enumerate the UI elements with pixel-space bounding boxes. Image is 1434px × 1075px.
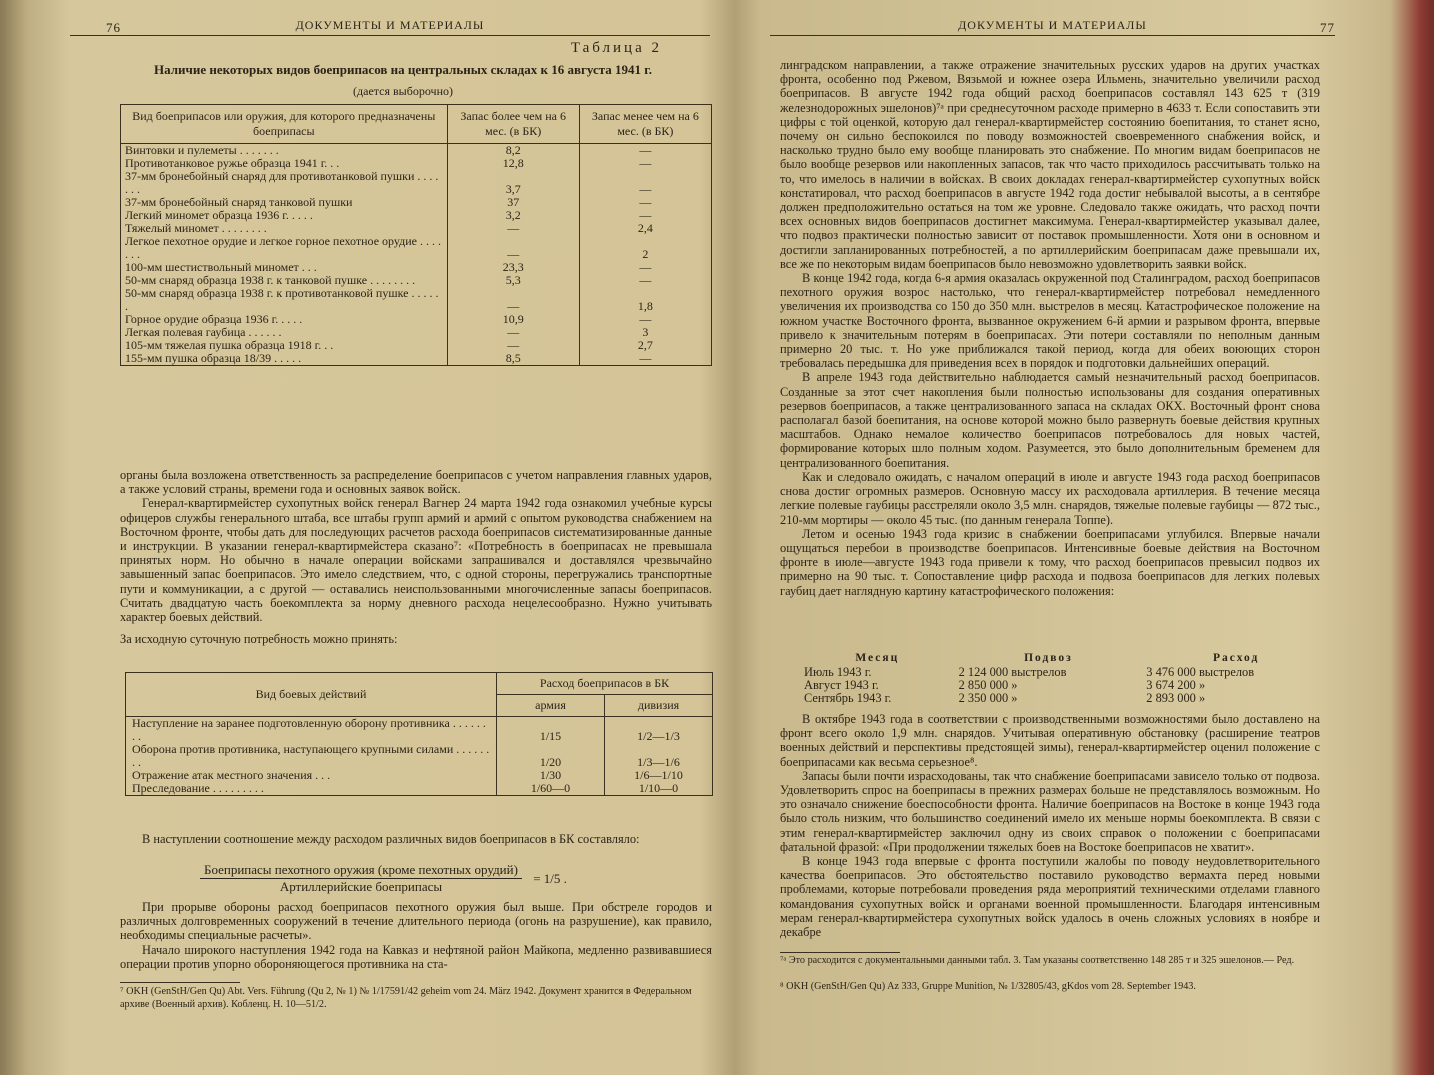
left-text-block [120, 468, 712, 646]
right-paragraph-7: Запасы были почти израсходованы, так что снабжение боеприпасами зависело только от подвоза. Удовлетворить спрос на боеприпасы в прежних размерах больше не представлялось возможным. Но это означало снижение боеспособности фронта. Наличие боеприпасов на Востоке в конце 1943 года было столь низким, что большинство соединений имело их меньше нормы боекомплекта. В связи с этим генерал-квартирмейстер заключил одну из своих справок о положении с боеприпасами фатальной фразой: «При продолжении тяжелых боев на Востоке боеприпасов не хватит». [780, 768, 1320, 854]
left-footnote: ⁷ OKH (GenStH/Gen Qu) Abt. Vers. Führung (Qu 2, № 1) № 1/17591/42 geheim vom 24. März 1942. Документ хранится в Федеральном архиве (Военный архив). Кобленц. Н. 10—51/2. [120, 986, 692, 1010]
ammo-stock-table [120, 104, 712, 366]
ammo-row-name: Горное орудие образца 1936 г. . . . . [121, 313, 448, 326]
right-paragraph-3: В апреле 1943 года действительно наблюдается самый незначительный расход боеприпасов. Созданные за этот счет накопления были полностью использованы для создания оперативных резервов боеприпасов, а также централизованного запаса на складах ОКХ. Восточный фронт снова располагал базой боепитания, на основе которой можно было развернуть боевые действия крупных масштабов. Однако немалое количество боеприпасов потребовалось для новых частей, формирование которых шло полным ходом. Разумеется, это было дополнительным бременем для централизованного боепитания. [780, 370, 1320, 470]
left-paragraph-4-block [120, 832, 712, 846]
ammo-row-name: 100-мм шестиствольный миномет . . . [121, 261, 448, 274]
ammo-row-less: — [579, 196, 711, 209]
ammo-row-more: 10,9 [447, 313, 579, 326]
right-running-title: ДОКУМЕНТЫ И МАТЕРИАЛЫ [958, 18, 1147, 32]
daily-header-army: армия [497, 695, 605, 717]
supply-header-use: Расход [1213, 652, 1260, 664]
left-paragraph-1: органы была возложена ответственность за распределение боеприпасов с учетом направления главных ударов, а также условий страны, времени года и основных заявок войск. [120, 468, 712, 497]
supply-row-use: 2 893 000 » [1146, 691, 1206, 705]
supply-header-month: Месяц [855, 652, 900, 664]
daily-header-action: Вид боевых действий [126, 673, 497, 717]
left-paragraph-2: Генерал-квартирмейстер сухопутных войск генерал Вагнер 24 марта 1942 года ознакомил учебные курсы офицеров службы генерального штаба, все штабы групп армий и армий с опытом руководства снабжением на Восточном фронте, чтобы дать для последующих расчетов расхода боеприпасов систематизированные данные и инструкции. В указании генерал-квартирмейстера сказано⁷: «Потребность в боеприпасах не превышала принятых норм. Но обычно в начале операции войсками запрашивался и доставлялся чрезвычайно завышенный запас боеприпасов. Это имело следствием, что, с одной стороны, перегружались транспортные пути и коммуникации, а с другой — оставались неиспользованными многочисленные запасы боеприпасов. Считать двадцатую часть боекомплекта за норму дневного расхода нецелесообразно. Нужно учитывать характер боевых действий. [120, 496, 712, 625]
right-text-block-1 [780, 58, 1320, 598]
daily-row-army: 1/15 [497, 717, 605, 744]
ammo-row-name: 37-мм бронебойный снаряд танковой пушки [121, 196, 448, 209]
ammo-row [121, 144, 712, 158]
daily-row-army: 1/60—0 [497, 782, 605, 796]
supply-row-supply: 2 850 000 » [958, 678, 1018, 692]
ammo-row-more: — [447, 339, 579, 352]
supply-row-use: 3 476 000 выстрелов [1146, 665, 1255, 679]
right-paragraph-4: Как и следовало ожидать, с началом операций в июле и августе 1943 года расход боеприпасов снова достиг огромных размеров. Основную массу их расходовала артиллерия. В течение месяца легкие полевые гаубицы расстреляли около 3,5 млн. снарядов, тяжелые полевые гаубицы — 872 тыс., 210-мм мортиры — около 45 тыс. (по данным генерала Топпе). [780, 469, 1320, 527]
ammo-row-name: 50-мм снаряд образца 1938 г. к противотанковой пушке . . . . . . [121, 287, 448, 313]
ammo-row-more: — [447, 222, 579, 235]
supply-row-supply: 2 350 000 » [958, 691, 1018, 705]
ammo-row [121, 170, 712, 196]
daily-consumption-table [125, 672, 713, 796]
right-footnote-1: ⁷ᵃ Это расходится с документальными данными табл. 3. Там указаны соответственно 148 285 т и 325 эшелонов.— Ред. [780, 955, 1295, 966]
left-footnote-rule [120, 982, 240, 983]
ammo-row-more: 8,5 [447, 352, 579, 366]
table-title: Наличие некоторых видов боеприпасов на центральных складах к 16 августа 1941 г. [154, 62, 652, 77]
left-paragraph-5-block [120, 900, 712, 971]
ammo-row-name: Легкое пехотное орудие и легкое горное пехотное орудие . . . . . . . [121, 235, 448, 261]
ammo-row-more: 37 [447, 196, 579, 209]
daily-row-division: 1/3—1/6 [605, 743, 713, 769]
left-page-number: 76 [106, 20, 121, 35]
ammo-row-less: 1,8 [579, 287, 711, 313]
daily-row-army: 1/30 [497, 769, 605, 782]
ammo-row-more: — [447, 287, 579, 313]
ammo-row-less: — [579, 352, 711, 366]
ammo-row-less: 2 [579, 235, 711, 261]
ammo-row-less: — [579, 170, 711, 196]
supply-row-month: Июль 1943 г. [804, 665, 872, 679]
left-running-title: ДОКУМЕНТЫ И МАТЕРИАЛЫ [295, 18, 485, 32]
ammo-row-name: 37-мм бронебойный снаряд для противотанковой пушки . . . . . . . [121, 170, 448, 196]
supply-row-month: Сентябрь 1943 г. [804, 691, 892, 705]
ammo-row-name: Легкая полевая гаубица . . . . . . [121, 326, 448, 339]
right-footnote-rule [780, 952, 900, 953]
right-page [770, 0, 1335, 1075]
right-paragraph-5: Летом и осенью 1943 года кризис в снабжении боеприпасами углубился. Впервые начали ощущаться перебои в производстве боеприпасов. Интенсивные боевые действия на Восточном фронте в июле—августе 1943 года привели к тому, что расход боеприпасов превысил подвоз их примерно на 90 тыс. т. Сопоставление цифр расхода и подвоза боеприпасов для легких полевых гаубиц дает наглядную картину катастрофического положения: [780, 526, 1320, 598]
ammo-row [121, 287, 712, 313]
formula-fraction [200, 862, 522, 895]
table-subtitle: (дается выборочно) [353, 84, 453, 98]
formula-denominator: Артиллерийские боеприпасы [279, 879, 443, 894]
right-text-block-2 [780, 712, 1320, 939]
table-header-less: Запас менее чем на 6 мес. (в БК) [579, 105, 711, 144]
right-running-head [770, 18, 1335, 36]
right-footnote-2: ⁸ OKH (GenStH/Gen Qu) Az 333, Gruppe Munition, № 1/32805/43, gKdos vom 28. September 1943. [780, 981, 1196, 992]
daily-row-army: 1/20 [497, 743, 605, 769]
daily-row [126, 782, 713, 796]
left-paragraph-6: Начало широкого наступления 1942 года на Кавказ и нефтяной район Майкопа, медленно развивавшиеся операции против упорно обороняющегося противника на ста- [120, 942, 712, 971]
supply-row-month: Август 1943 г. [804, 678, 879, 692]
supply-row-use: 3 674 200 » [1146, 678, 1206, 692]
ammo-row-less: — [579, 261, 711, 274]
right-paragraph-1: линградском направлении, а также отражение значительных русских ударов на других участках фронта, особенно под Ржевом, Вязьмой и южнее озера Ильмень, значительно увеличили расход боеприпасов. В августе 1942 года общий расход боеприпасов составлял 143 625 т (319 железнодорожных эшелонов)⁷ᵃ при среднесуточном расходе примерно в 4633 т. Если сопоставить эти цифры с той оценкой, которую дал генерал-квартирмейстер состоянию боепитания, то станет ясно, почему он сильно беспокоился по поводу возможностей своевременного снабжения войск, и насколько трудно было ему вообще планировать это снабжение. По многим видам боеприпасов не было вообще резервов или накопленных запасов, так что часто приходилось рассчитывать только на то, что имелось в наличии в войсках. В своих докладах генерал-квартирмейстер сухопутных войск констатировал, что расход боеприпасов в августе 1942 года достиг небывалой высоты, а в сентябре должен предположительно остаться на том же уровне. Следовало также ожидать, что расход почти всех основных видов боеприпасов достигнет максимума. Генерал-квартирмейстер указывал далее, что подвоз практически полностью зависит от поставок промышленности. Хотя они в основном и достигли запланированных потребностей, а по артиллерийским боеприпасам даже превышали их, все же по некоторым видам боеприпасов было невозможно удовлетворить заявки войск. [780, 58, 1320, 271]
ammo-row-more: 3,7 [447, 170, 579, 196]
ammo-row-less: 2,7 [579, 339, 711, 352]
left-paragraph-3: За исходную суточную потребность можно принять: [120, 632, 398, 647]
right-page-number: 77 [1320, 20, 1335, 35]
right-paragraph-2: В конце 1942 года, когда 6-я армия оказалась окруженной под Сталинградом, расход боеприпасов пехотного оружия возрос настолько, что генерал-квартирмейстер потребовал немедленного увеличения их производства со 150 до 350 млн. выстрелов в месяц. Катастрофическое положение на южном участке Восточного фронта, вызванное окружением 6-й армии и разрывом фронта, впервые привело к значительным потерям в боеприпасах. Эти потери составляли по неполным данным примерно 20 тыс. т. Но уже приближался такой период, когда для обеих воюющих сторон требовалась передышка для приведения всех в порядок и подготовки дальнейших операций. [780, 271, 1320, 371]
daily-row-name: Наступление на заранее подготовленную оборону противника . . . . . . . . [126, 717, 497, 744]
ammo-row-more: 3,2 [447, 209, 579, 222]
daily-row-division: 1/2—1/3 [605, 717, 713, 744]
left-page [70, 0, 710, 1075]
supply-row [800, 666, 1330, 679]
daily-row-division: 1/10—0 [605, 782, 713, 796]
ammo-row-less: 3 [579, 326, 711, 339]
right-paragraph-6: В октябре 1943 года в соответствии с производственными возможностями было доставлено на фронт всего около 1,9 млн. снарядов. Учитывая оперативную обстановку (расширение театров военных действий и перспективы предстоящей зимы), генерал-квартирмейстер оценил положение с боеприпасами как весьма серьезное⁸. [780, 712, 1320, 769]
ammo-row [121, 352, 712, 366]
ammo-row-less: — [579, 313, 711, 326]
daily-header-division: дивизия [605, 695, 713, 717]
formula-result: = 1/5 . [533, 870, 567, 886]
supply-row-supply: 2 124 000 выстрелов [958, 665, 1067, 679]
ammo-row-less: — [579, 157, 711, 170]
ammo-row-more: 23,3 [447, 261, 579, 274]
daily-row-name: Отражение атак местного значения . . . [126, 769, 497, 782]
ammo-row-less: 2,4 [579, 222, 711, 235]
ammo-row-name: 105-мм тяжелая пушка образца 1918 г. . . [121, 339, 448, 352]
ammo-row-name: 155-мм пушка образца 18/39 . . . . . [121, 352, 448, 366]
left-paragraph-4: В наступлении соотношение между расходом различных видов боеприпасов в БК составляло: [142, 832, 640, 846]
table-header-more: Запас более чем на 6 мес. (в БК) [447, 105, 579, 144]
ammo-row-name: Противотанковое ружье образца 1941 г. . . [121, 157, 448, 170]
supply-header-supply: Подвоз [1024, 652, 1073, 664]
table-header-type: Вид боеприпасов или оружия, для которого предназначены боеприпасы [121, 105, 448, 144]
ammo-row-more: 12,8 [447, 157, 579, 170]
ammo-row-less: — [579, 209, 711, 222]
ammo-row-name: Тяжелый миномет . . . . . . . . [121, 222, 448, 235]
ammo-row-more: 5,3 [447, 274, 579, 287]
formula-numerator: Боеприпасы пехотного оружия (кроме пехотных орудий) [200, 862, 522, 879]
daily-header-group: Расход боеприпасов в БК [497, 673, 713, 695]
daily-row-name: Преследование . . . . . . . . . [126, 782, 497, 796]
ratio-formula [200, 862, 700, 895]
table-caption: Таблица 2 [570, 40, 662, 56]
supply-table [800, 650, 1330, 705]
daily-row-name: Оборона против противника, наступающего крупными силами . . . . . . . . [126, 743, 497, 769]
ammo-row-less: — [579, 144, 711, 158]
supply-row [800, 692, 1330, 705]
ammo-row [121, 235, 712, 261]
ammo-row-more: — [447, 235, 579, 261]
right-paragraph-8: В конце 1943 года впервые с фронта поступили жалобы по поводу неудовлетворительного качества боеприпасов. Это обстоятельство поставило руководство вермахта перед новыми проблемами, которые потребовали проведения ряда мероприятий техническими отделами главного командования сухопутных войск и органами военной промышленности. Благодаря интенсивным мерам генерал-квартирмейстера сухопутных войск удалось в очень сложных условиях в ноябре и декабре [780, 854, 1320, 940]
daily-row [126, 743, 713, 769]
ammo-row-more: — [447, 326, 579, 339]
ammo-row-name: 50-мм снаряд образца 1938 г. к танковой пушке . . . . . . . . [121, 274, 448, 287]
left-paragraph-5: При прорыве обороны расход боеприпасов пехотного оружия был выше. При обстреле городов и различных долговременных сооружений в течение длительного периода (огонь на разрушение), как правило, необходимы специальные расчеты». [120, 900, 712, 943]
ammo-row-name: Винтовки и пулеметы . . . . . . . [121, 144, 448, 158]
left-running-head [70, 18, 710, 36]
ammo-row-more: 8,2 [447, 144, 579, 158]
ammo-row-name: Легкий миномет образца 1936 г. . . . . [121, 209, 448, 222]
daily-row [126, 717, 713, 744]
daily-row-division: 1/6—1/10 [605, 769, 713, 782]
ammo-row-less: — [579, 274, 711, 287]
